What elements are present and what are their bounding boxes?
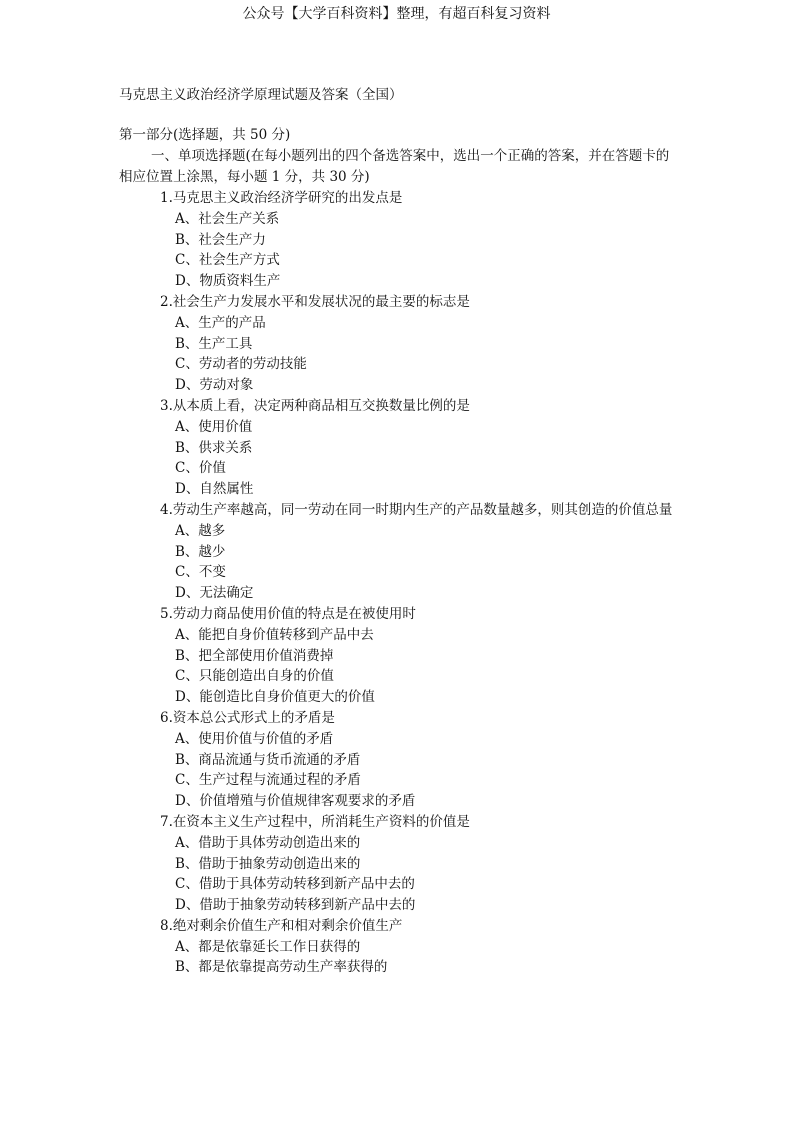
answer-option: A、能把自身价值转移到产品中去: [175, 626, 374, 643]
answer-option: D、物质资料生产: [175, 273, 281, 290]
page-header: 公众号【大学百科资料】整理，有超百科复习资料: [242, 6, 551, 22]
answer-option: A、都是依靠延长工作日获得的: [175, 938, 361, 955]
answer-option: B、借助于抽象劳动创造出来的: [175, 855, 361, 872]
answer-option: C、劳动者的劳动技能: [175, 356, 307, 373]
question-text: 3.从本质上看，决定两种商品相互交换数量比例的是: [160, 397, 470, 414]
answer-option: C、价值: [175, 460, 226, 477]
section-heading: 第一部分(选择题，共 50 分): [119, 127, 291, 143]
answer-option: A、借助于具体劳动创造出来的: [175, 834, 361, 851]
answer-option: B、供求关系: [175, 439, 253, 456]
answer-option: B、把全部使用价值消费掉: [175, 647, 334, 664]
answer-option: A、生产的产品: [175, 314, 266, 331]
question-text: 4.劳动生产率越高，同一劳动在同一时期内生产的产品数量越多，则其创造的价值总量: [160, 501, 673, 518]
answer-option: A、使用价值: [175, 418, 253, 435]
answer-option: A、社会生产关系: [175, 210, 280, 227]
answer-option: D、劳动对象: [175, 377, 254, 394]
answer-option: C、不变: [175, 564, 226, 581]
answer-option: D、借助于抽象劳动转移到新产品中去的: [175, 897, 416, 914]
answer-option: B、商品流通与货币流通的矛盾: [175, 751, 361, 768]
question-text: 7.在资本主义生产过程中，所消耗生产资料的价值是: [160, 813, 470, 830]
answer-option: A、使用价值与价值的矛盾: [175, 730, 334, 747]
answer-option: B、社会生产力: [175, 231, 266, 248]
question-text: 2.社会生产力发展水平和发展状况的最主要的标志是: [160, 293, 470, 310]
question-text: 5.劳动力商品使用价值的特点是在被使用时: [160, 605, 416, 622]
question-text: 8.绝对剩余价值生产和相对剩余价值生产: [160, 917, 403, 934]
answer-option: D、价值增殖与价值规律客观要求的矛盾: [175, 793, 416, 810]
question-text: 1.马克思主义政治经济学研究的出发点是: [160, 190, 403, 206]
answer-option: C、借助于具体劳动转移到新产品中去的: [175, 876, 415, 893]
answer-option: D、无法确定: [175, 585, 254, 602]
answer-option: C、只能创造出自身的价值: [175, 668, 334, 685]
document-title: 马克思主义政治经济学原理试题及答案（全国）: [119, 87, 403, 103]
answer-option: C、生产过程与流通过程的矛盾: [175, 772, 361, 789]
answer-option: A、越多: [175, 522, 226, 539]
answer-option: B、越少: [175, 543, 226, 560]
answer-option: B、都是依靠提高劳动生产率获得的: [175, 959, 388, 976]
question-text: 6.资本总公式形式上的矛盾是: [160, 709, 335, 726]
answer-option: D、能创造比自身价值更大的价值: [175, 689, 375, 706]
answer-option: D、自然属性: [175, 481, 254, 498]
answer-option: B、生产工具: [175, 335, 253, 352]
instructions: 一、单项选择题(在每小题列出的四个备选答案中，选出一个正确的答案，并在答题卡的相应位置上涂黑，每小题 1 分，共 30 分): [119, 148, 670, 185]
answer-option: C、社会生产方式: [175, 252, 280, 269]
question-list: [119, 188, 684, 978]
